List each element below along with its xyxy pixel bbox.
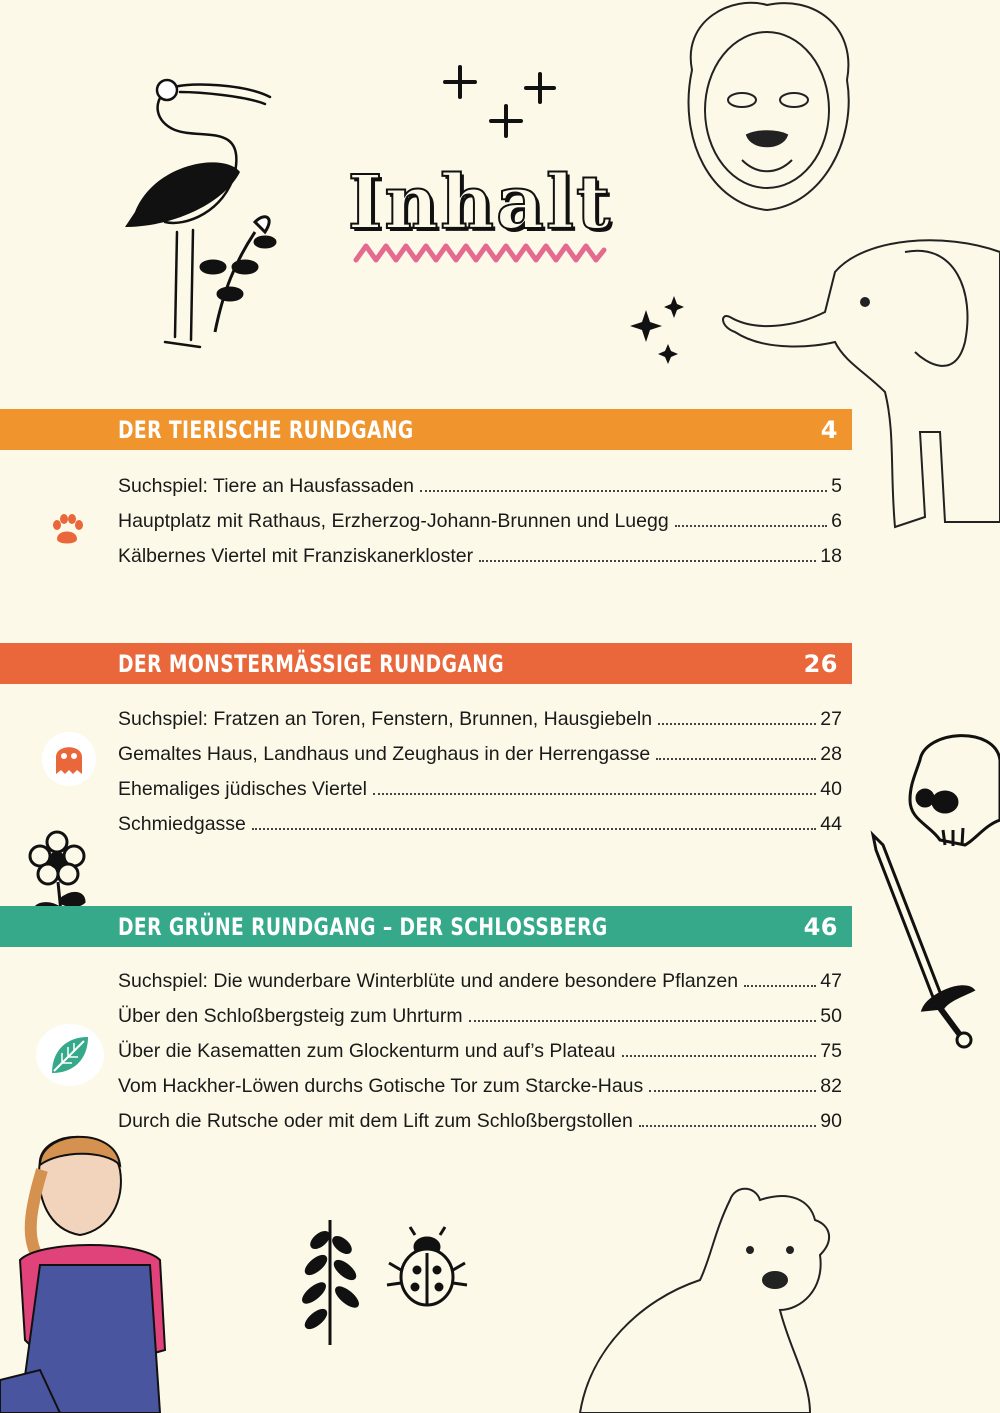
sword-illustration — [868, 830, 978, 1050]
toc-entry[interactable] — [118, 475, 842, 505]
toc-entry[interactable] — [118, 1040, 842, 1070]
toc-entry[interactable] — [118, 1005, 842, 1035]
entry-leader — [656, 757, 816, 760]
leaf-icon — [48, 1033, 92, 1077]
section-page: 46 — [803, 912, 838, 941]
entry-title: Suchspiel: Tiere an Hausfassaden — [118, 475, 414, 497]
entry-leader — [658, 722, 816, 725]
toc-entry[interactable] — [118, 743, 842, 773]
entry-page: 6 — [831, 510, 842, 532]
toc-entry[interactable] — [118, 1110, 842, 1140]
entry-title: Ehemaliges jüdisches Viertel — [118, 778, 367, 800]
girl-illustration — [0, 1130, 190, 1413]
entry-page: 27 — [820, 708, 842, 730]
section-page: 4 — [820, 415, 838, 444]
entry-page: 5 — [831, 475, 842, 497]
entry-leader — [639, 1124, 816, 1127]
section-header-gruen[interactable] — [0, 906, 852, 947]
entry-leader — [744, 984, 816, 987]
bear-illustration — [560, 1180, 860, 1413]
entry-leader — [469, 1019, 817, 1022]
toc-entry[interactable] — [118, 970, 842, 1000]
entry-page: 40 — [820, 778, 842, 800]
page-title: Inhalt — [347, 160, 613, 246]
entry-leader — [649, 1089, 816, 1092]
entry-title: Kälbernes Viertel mit Franziskanerkloster — [118, 545, 474, 567]
entry-page: 75 — [820, 1040, 842, 1062]
entry-title: Suchspiel: Die wunderbare Winterblüte und andere besondere Pflanzen — [118, 970, 739, 992]
section-icon-badge — [40, 503, 94, 557]
toc-entry[interactable] — [118, 708, 842, 738]
section-title: DER GRÜNE RUNDGANG – DER SCHLOSSBERG — [118, 912, 608, 941]
toc-entry[interactable] — [118, 1075, 842, 1105]
entry-page: 50 — [820, 1005, 842, 1027]
entry-leader — [373, 792, 816, 795]
sparkles-icon — [440, 62, 560, 142]
paw-icon — [49, 513, 85, 547]
entry-title: Suchspiel: Fratzen an Toren, Fenstern, Brunnen, Hausgiebeln — [118, 708, 653, 730]
entry-page: 44 — [820, 813, 842, 835]
entry-leader — [420, 489, 827, 492]
toc-entry[interactable] — [118, 778, 842, 808]
toc-entry[interactable] — [118, 545, 842, 575]
section-title: DER MONSTERMÄSSIGE RUNDGANG — [118, 649, 505, 678]
wavy-underline — [352, 238, 608, 268]
entry-title: Über den Schloßbergsteig zum Uhrturm — [118, 1005, 463, 1027]
section-header-tierisch[interactable] — [0, 409, 852, 450]
entry-page: 18 — [820, 545, 842, 567]
section-page: 26 — [803, 649, 838, 678]
fern-illustration — [290, 1215, 370, 1350]
entry-leader — [252, 827, 816, 830]
toc-entry[interactable] — [118, 510, 842, 540]
diamond-sparkles-icon — [628, 294, 688, 364]
entry-title: Durch die Rutsche oder mit dem Lift zum Schloßbergstollen — [118, 1110, 633, 1132]
entry-page: 47 — [820, 970, 842, 992]
entry-page: 90 — [820, 1110, 842, 1132]
entry-leader — [479, 559, 816, 562]
section-title: DER TIERISCHE RUNDGANG — [118, 415, 414, 444]
toc-entry[interactable] — [118, 813, 842, 843]
beetle-illustration — [385, 1225, 470, 1310]
section-header-monster[interactable] — [0, 643, 852, 684]
entry-title: Über die Kasematten zum Glockenturm und auf’s Plateau — [118, 1040, 616, 1062]
entry-leader — [675, 524, 827, 527]
entry-leader — [622, 1054, 817, 1057]
entry-page: 28 — [820, 743, 842, 765]
ghost-icon — [54, 742, 84, 776]
section-icon-badge — [42, 732, 96, 786]
entry-title: Schmiedgasse — [118, 813, 246, 835]
entry-title: Hauptplatz mit Rathaus, Erzherzog-Johann-Brunnen und Luegg — [118, 510, 669, 532]
section-icon-badge — [36, 1024, 104, 1086]
entry-title: Vom Hackher-Löwen durchs Gotische Tor zum Starcke-Haus — [118, 1075, 644, 1097]
entry-title: Gemaltes Haus, Landhaus und Zeughaus in der Herrengasse — [118, 743, 651, 765]
entry-page: 82 — [820, 1075, 842, 1097]
